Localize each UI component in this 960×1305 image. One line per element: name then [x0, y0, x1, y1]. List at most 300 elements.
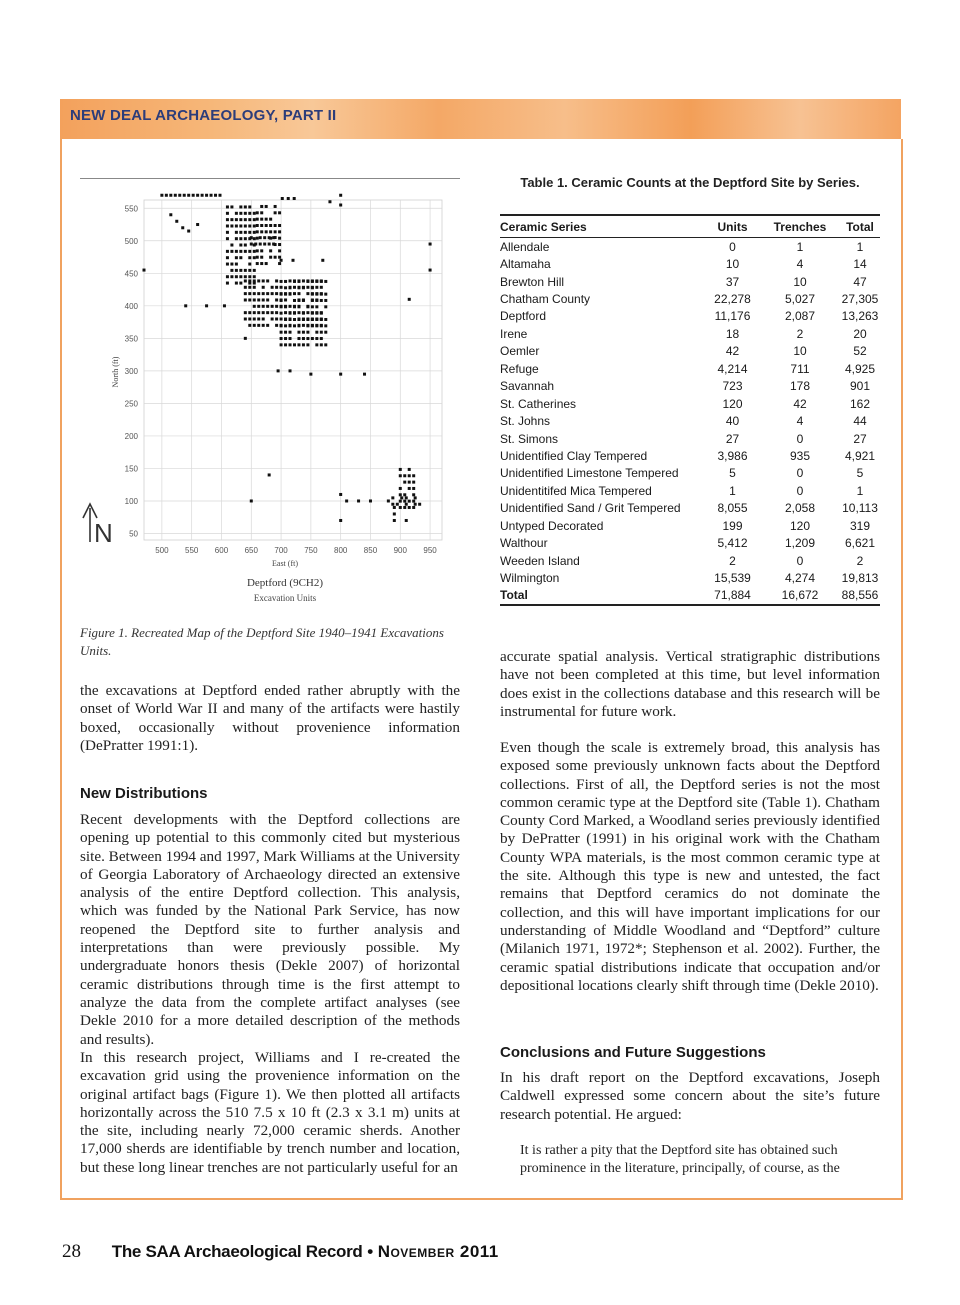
excavation-unit [230, 275, 233, 278]
publication-name: The SAA Archaeological Record [111, 1242, 363, 1261]
left-paragraph-2: Recent developments with the Deptford collections are opening up potential to this commonly cited but mysterious site. Between 1994 and 1997, Mark Williams at the University of Georgia Laboratory of Archaeology directed an extensive analysis of the entire Deptford collection. This analysis, which was funded by the National Park Service, has now reopened the Deptford site to further analysis and interpretations than were previously possible. My undergraduate honors thesis (Dekle 2007) of horizontal ceramic distributions through time is the first attempt to analyze the data from the complete artifact analyses (see Dekle 2010 for a more detailed description of the methods and results). [80, 811, 460, 1048]
x-tick-label: 850 [363, 546, 378, 555]
excavation-unit [275, 311, 278, 314]
excavation-unit [274, 211, 277, 214]
excavation-unit [272, 243, 275, 246]
section-heading-conclusions: Conclusions and Future Suggestions [500, 1044, 766, 1061]
excavation-unit [292, 259, 295, 262]
table-cell: 0 [796, 553, 804, 568]
excavation-unit [324, 280, 327, 283]
excavation-unit [271, 292, 274, 295]
table-cell: 0 [796, 483, 804, 498]
excavation-unit [408, 474, 411, 477]
excavation-unit [399, 468, 402, 471]
x-tick-label: 550 [185, 546, 199, 555]
table-cell: Untyped Decorated [500, 518, 604, 533]
excavation-unit [256, 224, 259, 227]
table-cell: 935 [789, 448, 811, 463]
table-cell: 47 [853, 274, 867, 289]
table-row [500, 238, 880, 256]
excavation-unit [253, 256, 256, 259]
excavation-unit [248, 250, 251, 253]
y-tick-label: 50 [129, 529, 138, 539]
excavation-unit [184, 304, 187, 307]
excavation-unit [260, 224, 263, 227]
excavation-unit [412, 481, 415, 484]
excavation-unit [297, 324, 300, 327]
excavation-unit [289, 324, 292, 327]
excavation-unit [278, 224, 281, 227]
excavation-unit [169, 194, 172, 197]
excavation-unit [324, 293, 327, 296]
excavation-unit [253, 292, 256, 295]
excavation-unit [239, 282, 242, 285]
excavation-unit [293, 318, 296, 321]
excavation-unit [408, 481, 411, 484]
excavation-unit [315, 312, 318, 315]
excavation-unit [278, 211, 281, 214]
map-title: Deptford (9CH2) [246, 577, 324, 589]
excavation-unit [256, 218, 259, 221]
excavation-unit [302, 299, 305, 302]
excavation-unit [253, 237, 256, 240]
excavation-unit [192, 194, 195, 197]
table-cell: 10 [725, 257, 740, 272]
excavation-unit [311, 293, 314, 296]
x-tick-label: 500 [155, 546, 169, 555]
issue-date: November 2011 [377, 1242, 499, 1261]
table-cell: 2 [856, 553, 864, 568]
table-total-row [500, 587, 880, 605]
excavation-unit [239, 218, 242, 221]
excavation-unit [280, 259, 283, 262]
excavation-unit [226, 218, 229, 221]
excavation-unit [284, 280, 287, 283]
excavation-unit [226, 263, 229, 266]
excavation-unit [275, 279, 278, 282]
excavation-unit [235, 256, 238, 259]
y-tick-label: 500 [124, 236, 138, 246]
column-header: Ceramic Series [500, 215, 705, 238]
section-heading-new-distributions: New Distributions [80, 785, 208, 802]
excavation-unit [248, 279, 251, 282]
excavation-unit [278, 256, 281, 259]
table-cell: 4,925 [844, 361, 876, 376]
excavation-unit [289, 318, 292, 321]
excavation-unit [271, 311, 274, 314]
excavation-unit [275, 305, 278, 308]
excavation-unit [248, 218, 251, 221]
excavation-unit [239, 224, 242, 227]
excavation-unit [230, 263, 233, 266]
excavation-unit [244, 292, 247, 295]
excavation-unit [280, 299, 283, 302]
excavation-unit [256, 237, 259, 240]
excavation-unit [339, 493, 342, 496]
x-tick-label: 950 [423, 546, 437, 555]
excavation-unit [160, 194, 163, 197]
table-cell: 10,113 [842, 501, 878, 516]
excavation-unit [253, 305, 256, 308]
x-tick-label: 600 [214, 546, 229, 555]
table-cell: 27 [853, 431, 867, 446]
excavation-unit [196, 223, 199, 226]
excavation-unit [266, 292, 269, 295]
excavation-unit [174, 194, 177, 197]
excavation-unit [297, 318, 300, 321]
excavation-unit [253, 275, 256, 278]
table-row [500, 395, 880, 412]
excavation-unit [244, 269, 247, 272]
excavation-unit [201, 194, 204, 197]
excavation-unit [306, 331, 309, 334]
figure-caption: Figure 1. Recreated Map of the Deptford Site 1940–1941 Excavations Units. [80, 625, 444, 658]
excavation-unit [405, 503, 408, 506]
excavation-unit [260, 218, 263, 221]
excavation-unit [284, 331, 287, 334]
table-cell: 2 [796, 326, 804, 341]
excavation-unit [297, 331, 300, 334]
table-row [500, 465, 880, 482]
table-body [500, 238, 880, 606]
excavation-unit [320, 337, 323, 340]
excavation-unit [315, 299, 318, 302]
table-cell: 20 [853, 326, 867, 341]
excavation-unit [265, 205, 268, 208]
excavation-unit [311, 299, 314, 302]
ceramic-counts-table [500, 214, 880, 606]
map-subtitle: Excavation Units [253, 593, 317, 603]
excavation-unit [315, 286, 318, 289]
excavation-unit [257, 324, 260, 327]
excavation-unit [239, 212, 242, 215]
excavation-unit [280, 293, 283, 296]
excavation-unit [253, 311, 256, 314]
excavation-unit [297, 299, 300, 302]
excavation-unit [244, 318, 247, 321]
table-cell: Unidentified Clay Tempered [500, 448, 648, 463]
table-cell: 19,813 [841, 571, 879, 586]
excavation-unit [399, 500, 402, 503]
excavation-unit [324, 324, 327, 327]
table-cell: 37 [725, 274, 740, 289]
excavation-unit [244, 231, 247, 234]
excavation-unit [269, 230, 272, 233]
y-tick-label: 150 [124, 464, 138, 474]
excavation-unit [244, 286, 247, 289]
table-cell: St. Johns [500, 414, 551, 429]
excavation-unit [324, 331, 327, 334]
table-row [500, 360, 880, 377]
excavation-unit [274, 230, 277, 233]
excavation-unit [266, 279, 269, 282]
y-tick-label: 400 [124, 301, 138, 311]
excavation-unit [306, 337, 309, 340]
excavation-unit [277, 369, 280, 372]
excavation-unit [274, 236, 277, 239]
excavation-unit [339, 204, 342, 207]
excavation-unit [143, 269, 146, 272]
excavation-unit [280, 280, 283, 283]
excavation-unit [262, 286, 265, 289]
excavation-unit [257, 311, 260, 314]
table-cell: 71,884 [705, 587, 760, 605]
excavation-unit [297, 343, 300, 346]
excavation-unit [275, 298, 278, 301]
excavation-unit [315, 343, 318, 346]
excavation-unit [393, 506, 396, 509]
table-row [500, 517, 880, 534]
table-cell: Allendale [500, 239, 550, 254]
excavation-unit [278, 230, 281, 233]
excavation-unit [230, 244, 233, 247]
excavation-unit [266, 298, 269, 301]
excavation-unit [418, 503, 421, 506]
excavation-unit [275, 286, 278, 289]
excavation-unit [339, 519, 342, 522]
excavation-unit [306, 280, 309, 283]
table-cell: 1 [856, 239, 864, 254]
excavation-unit [239, 244, 242, 247]
table-cell: Brewton Hill [500, 274, 565, 289]
excavation-unit [239, 275, 242, 278]
excavation-unit [274, 256, 277, 259]
column-header: Trenches [760, 215, 840, 238]
excavation-unit [297, 305, 300, 308]
table-cell: 8,055 [717, 501, 748, 516]
excavation-unit [248, 269, 251, 272]
excavation-unit [181, 226, 184, 229]
y-axis-ticks [125, 204, 139, 538]
excavation-unit [235, 275, 238, 278]
excavation-unit [280, 331, 283, 334]
excavation-unit [306, 324, 309, 327]
excavation-unit [165, 194, 168, 197]
excavation-unit [289, 286, 292, 289]
excavation-unit [268, 243, 271, 246]
excavation-unit [248, 298, 251, 301]
excavation-unit [302, 343, 305, 346]
excavation-unit [244, 224, 247, 227]
table-cell: 10 [793, 274, 807, 289]
table-cell: 88,556 [840, 587, 880, 605]
excavation-unit [284, 298, 287, 301]
table-cell: 5 [856, 466, 864, 481]
y-tick-label: 450 [124, 269, 138, 279]
excavation-unit [266, 311, 269, 314]
excavation-unit [205, 304, 208, 307]
excavation-unit [405, 496, 408, 499]
page-footer [62, 1241, 499, 1263]
excavation-unit [248, 292, 251, 295]
excavation-unit [324, 318, 327, 321]
excavation-unit [357, 499, 360, 502]
excavation-unit [265, 230, 268, 233]
table-row [500, 378, 880, 395]
excavation-unit [250, 499, 253, 502]
excavation-unit [244, 212, 247, 215]
right-paragraph-3: In his draft report on the Deptford excavations, Joseph Caldwell expressed some concern about the site’s future research potential. He argued: [500, 1069, 880, 1123]
excavation-unit [256, 211, 259, 214]
excavation-unit [239, 269, 242, 272]
excavation-unit [262, 318, 265, 321]
table-cell: 22,278 [714, 292, 751, 307]
north-label: N [94, 518, 113, 548]
excavation-unit [403, 474, 406, 477]
excavation-unit [265, 262, 268, 265]
excavation-unit [315, 318, 318, 321]
table-row [500, 447, 880, 464]
excavation-unit [253, 286, 256, 289]
y-tick-label: 350 [124, 334, 138, 344]
excavation-unit [414, 496, 417, 499]
excavation-unit [230, 250, 233, 253]
excavation-unit [311, 305, 314, 308]
excavation-unit [289, 337, 292, 340]
excavation-unit [284, 293, 287, 296]
excavation-unit [408, 500, 411, 503]
table-cell: 15,539 [714, 571, 751, 586]
excavation-unit [226, 282, 229, 285]
excavation-unit [248, 224, 251, 227]
excavation-unit [265, 224, 268, 227]
excavation-unit [280, 343, 283, 346]
excavation-unit [244, 237, 247, 240]
excavation-unit [278, 262, 281, 265]
excavation-unit [339, 373, 342, 376]
table-row [500, 273, 880, 290]
excavation-unit [278, 249, 281, 252]
excavation-unit [320, 286, 323, 289]
excavation-unit [297, 286, 300, 289]
excavation-unit [315, 337, 318, 340]
table-row [500, 290, 880, 307]
table-row [500, 255, 880, 272]
excavation-unit [302, 312, 305, 315]
excavation-unit [412, 500, 415, 503]
excavation-unit [387, 499, 390, 502]
excavation-units [143, 194, 432, 522]
excavation-unit [403, 506, 406, 509]
excavation-unit [244, 298, 247, 301]
excavation-unit [412, 487, 415, 490]
excavation-unit [235, 212, 238, 215]
excavation-unit [324, 305, 327, 308]
excavation-unit [278, 243, 281, 246]
excavation-unit [287, 197, 290, 200]
excavation-unit [403, 500, 406, 503]
excavation-unit [266, 305, 269, 308]
excavation-unit [289, 331, 292, 334]
excavation-unit [226, 205, 229, 208]
excavation-unit [284, 305, 287, 308]
table-cell: 27 [725, 431, 740, 446]
excavation-unit [248, 286, 251, 289]
excavation-unit [262, 311, 265, 314]
table-cell: 319 [849, 518, 871, 533]
section-header-band [60, 99, 901, 139]
excavation-unit [324, 343, 327, 346]
table-cell: Unidentitifed Mica Tempered [500, 483, 652, 498]
excavation-unit [293, 305, 296, 308]
excavation-unit [320, 324, 323, 327]
table-cell: Deptford [500, 309, 547, 324]
table-cell: 1,209 [784, 536, 816, 551]
excavation-unit [412, 474, 415, 477]
excavation-unit [205, 194, 208, 197]
excavation-unit [302, 331, 305, 334]
excavation-unit [391, 503, 394, 506]
table-cell: 120 [789, 518, 811, 533]
excavation-unit [230, 224, 233, 227]
excavation-unit [396, 503, 399, 506]
excavation-unit [230, 218, 233, 221]
excavation-unit [271, 286, 274, 289]
table-row [500, 343, 880, 360]
excavation-unit [253, 279, 256, 282]
excavation-unit [266, 324, 269, 327]
table-cell: 52 [853, 344, 867, 359]
excavation-unit [253, 212, 256, 215]
table-cell: 18 [725, 326, 740, 341]
table-cell: 2 [729, 553, 736, 568]
excavation-unit [248, 231, 251, 234]
excavation-unit [248, 275, 251, 278]
table-cell: Unidentified Sand / Grit Tempered [500, 501, 681, 516]
excavation-unit [268, 236, 271, 239]
table-row [500, 482, 880, 499]
excavation-unit [289, 293, 292, 296]
excavation-unit [363, 373, 366, 376]
table-cell: Chatham County [500, 292, 591, 307]
excavation-unit [399, 474, 402, 477]
excavation-unit [244, 218, 247, 221]
y-tick-label: 250 [124, 399, 138, 409]
excavation-unit [244, 311, 247, 314]
excavation-unit [169, 213, 172, 216]
table-cell: St. Catherines [500, 396, 577, 411]
excavation-unit [178, 194, 181, 197]
excavation-unit [289, 369, 292, 372]
excavation-unit [293, 312, 296, 315]
excavation-unit [408, 506, 411, 509]
excavation-unit [302, 318, 305, 321]
excavation-unit [269, 256, 272, 259]
table-cell: St. Simons [500, 431, 559, 446]
excavation-unit [302, 279, 305, 282]
excavation-unit [275, 292, 278, 295]
excavation-unit [320, 343, 323, 346]
table-cell: 16,672 [760, 587, 840, 605]
excavation-unit [391, 496, 394, 499]
excavation-unit [321, 259, 324, 262]
table-cell: 10 [793, 344, 807, 359]
excavation-unit [306, 318, 309, 321]
excavation-unit [244, 279, 247, 282]
excavation-unit [293, 280, 296, 283]
excavation-unit [403, 493, 406, 496]
excavation-unit [320, 299, 323, 302]
table-row [500, 325, 880, 342]
table-cell: 0 [729, 239, 736, 254]
table-cell: 27,305 [841, 292, 879, 307]
left-paragraph-3: In this research project, Williams and I re-created the excavation grid using the provenience information on the original artifact bags (Figure 1). We then plotted all artifacts horizontally across the 510 7.5 x 10 ft (2.3 x 3.1 m) units at the site, including nearly 72,000 ceramic sherds. Another 17,000 sherds are identifiable by trench number and location, but these long linear trenches are not particularly useful for an [80, 1049, 460, 1176]
excavation-unit [187, 194, 190, 197]
excavation-unit [257, 292, 260, 295]
excavation-unit [324, 299, 327, 302]
table-cell: Walthour [500, 536, 548, 551]
footer-separator: • [367, 1242, 373, 1261]
